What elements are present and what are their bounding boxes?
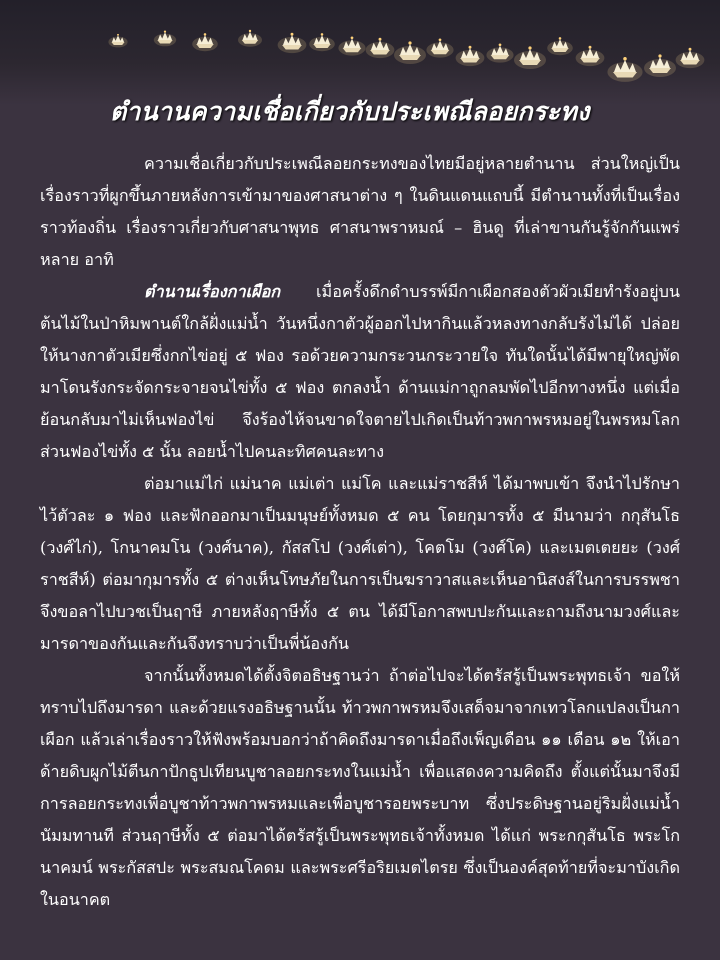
floating-krathong-lanterns-icon xyxy=(0,0,720,105)
legend-subheading: ตำนานเรื่องกาเผือก xyxy=(144,282,281,301)
article-body xyxy=(40,148,680,916)
paragraph-intro xyxy=(40,148,680,276)
paragraph-krathong-origin xyxy=(40,660,680,916)
paragraph-text: ความเชื่อเกี่ยวกับประเพณีลอยกระทงของไทยมีอยู่หลายตำนาน ส่วนใหญ่เป็นเรื่องราวที่ผูกขึ้นภายหลังการเข้ามาของศาสนาต่าง ๆ ในดินแดนแถบนี้ มีตำนานทั้งที่เป็นเรื่องราวท้องถิ่น เรื่องราวเกี่ยวกับศาสนาพุทธ ศาสนาพราหมณ์ – ฮินดู ที่เล่าขานกันรู้จักกันแพร่หลาย อาทิ xyxy=(40,154,680,269)
page-title: ตำนานความเชื่อเกี่ยวกับประเพณีลอยกระทง xyxy=(110,97,590,126)
paragraph-text: เมื่อครั้งดึกดำบรรพ์มีกาเผือกสองตัวผัวเมียทำรังอยู่บนต้นไม้ในป่าหิมพานต์ใกล้ฝั่งแม่น้ำ วันหนึ่งกาตัวผู้ออกไปหากินแล้วหลงทางกลับรังไม่ได้ ปล่อยให้นางกาตัวเมียซึ่งกกไข่อยู่ ๕ ฟอง รอด้วยความกระวนกระวายใจ ทันใดนั้นได้มีพายุใหญ่พัดมาโดนรังกระจัดกระจายจนไข่ทั้ง ๕ ฟอง ตกลงน้ำ ด้านแม่กาถูกลมพัดไปอีกทางหนึ่ง แต่เมื่อย้อนกลับมาไม่เห็นฟองไข่ จึงร้องไห้จนขาดใจตายไปเกิดเป็นท้าวพกาพรหมอยู่ในพรหมโลก ส่วนฟองไข่ทั้ง ๕ นั้น ลอยน้ำไปคนละทิศคนละทาง xyxy=(40,282,680,461)
header-banner xyxy=(0,0,720,105)
paragraph-text: จากนั้นทั้งหมดได้ตั้งจิตอธิษฐานว่า ถ้าต่อไปจะได้ตรัสรู้เป็นพระพุทธเจ้า ขอให้ทราบไปถึงมารดา และด้วยแรงอธิษฐานนั้น ท้าวพกาพรหมจึงเสด็จมาจากเทวโลกแปลงเป็นกาเผือก แล้วเล่าเรื่องราวให้ฟังพร้อมบอกว่าถ้าคิดถึงมารดาเมื่อถึงเพ็ญเดือน ๑๑ เดือน ๑๒ ให้เอาด้ายดิบผูกไม้ตีนกาปักธูปเทียนบูชาลอยกระทงในแม่น้ำ เพื่อแสดงความคิดถึง ตั้งแต่นั้นมาจึงมีการลอยกระทงเพื่อบูชาท้าวพกาพรหมและเพื่อบูชารอยพระบาท ซึ่งประดิษฐานอยู่ริมฝั่งแม่น้ำนัมมทานที ส่วนฤาษีทั้ง ๕ ต่อมาได้ตรัสรู้เป็นพระพุทธเจ้าทั้งหมด ได้แก่ พระกกุสันโธ พระโกนาคมน์ พระกัสสปะ พระสมณโคดม และพระศรีอริยเมตไตรย ซึ่งเป็นองค์สุดท้ายที่จะมาบังเกิดในอนาคต xyxy=(40,666,680,909)
paragraph-five-princes xyxy=(40,468,680,660)
paragraph-white-crow-legend xyxy=(40,276,680,468)
paragraph-text: ต่อมาแม่ไก่ แม่นาค แม่เต่า แม่โค และแม่ราชสีห์ ได้มาพบเข้า จึงนำไปรักษาไว้ตัวละ ๑ ฟอง และฟักออกมาเป็นมนุษย์ทั้งหมด ๕ คน โดยกุมารทั้ง ๕ มีนามว่า กกุสันโธ (วงศ์ไก่), โกนาคมโน (วงศ์นาค), กัสสโป (วงศ์เต่า), โคตโม (วงศ์โค) และเมตเตยยะ (วงศ์ราชสีห์) ต่อมากุมารทั้ง ๕ ต่างเห็นโทษภัยในการเป็นฆราวาสและเห็นอานิสงส์ในการบรรพชา จึงขอลาไปบวชเป็นฤาษี ภายหลังฤาษีทั้ง ๕ ตน ได้มีโอกาสพบปะกันและถามถึงนามวงศ์และมารดาของกันและกันจึงทราบว่าเป็นพี่น้องกัน xyxy=(40,474,680,653)
